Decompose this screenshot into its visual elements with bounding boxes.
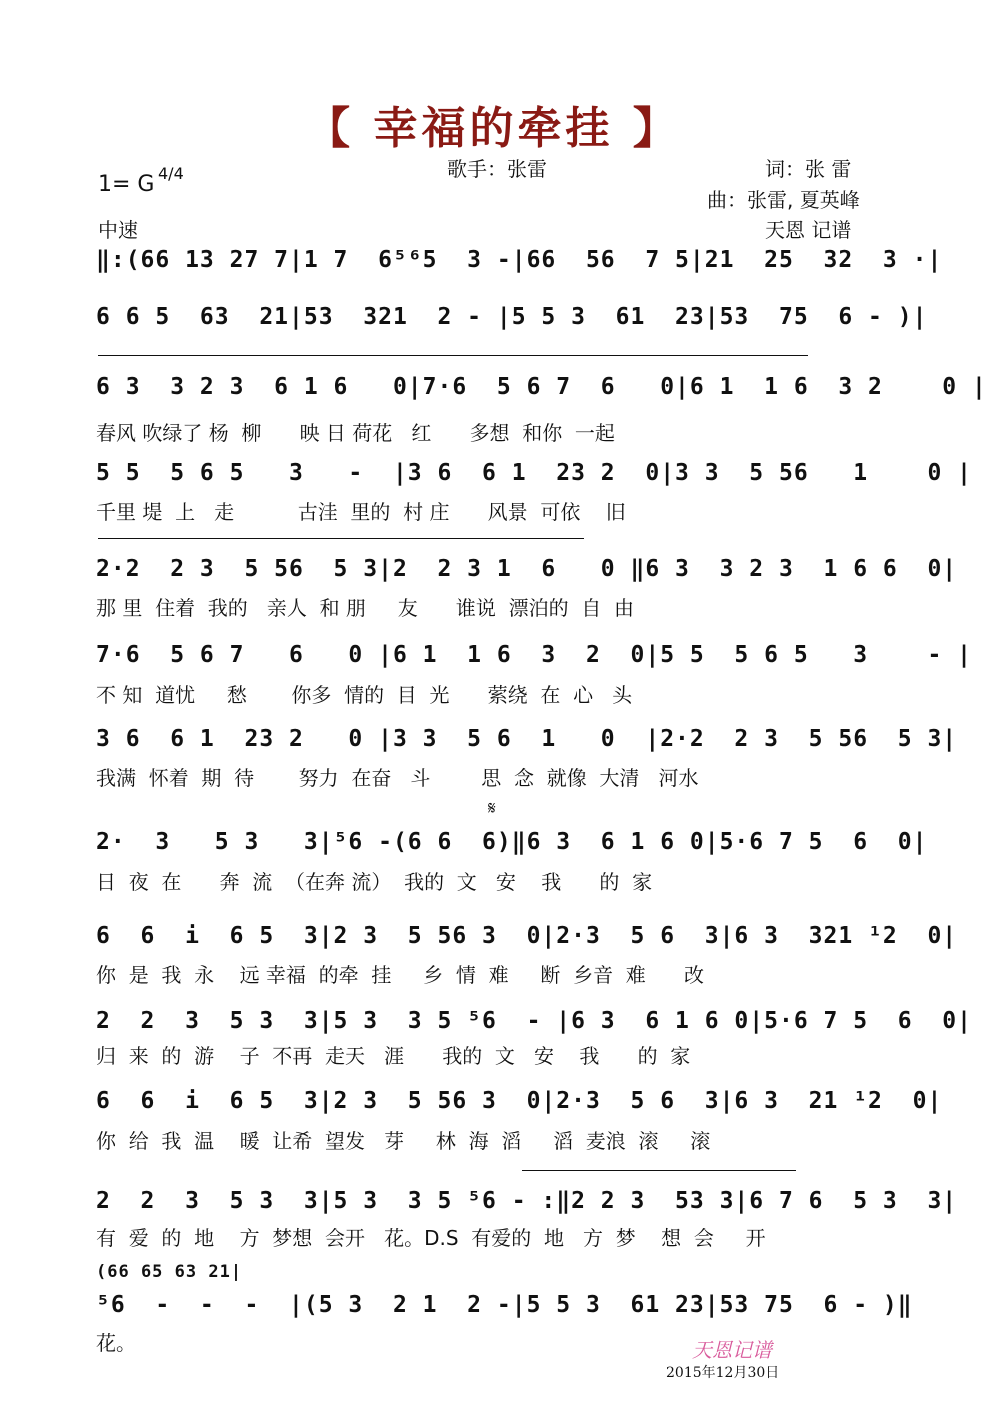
- notation-line: 7·6 5 6 7 6 0 |6 1 1 6 3 2 0|5 5 5 6 5 3 - |: [96, 642, 972, 668]
- lyric-line: 日 夜 在 奔 流 （在奔 流） 我的 文 安 我 的 家: [96, 870, 653, 894]
- volta-bracket: [98, 355, 808, 356]
- lyric-line: 归 来 的 游 子 不再 走天 涯 我的 文 安 我 的 家: [96, 1044, 691, 1068]
- lyric-line: 有 爱 的 地 方 梦想 会开 花。D.S 有爱的 地 方 梦 想 会 开: [96, 1226, 766, 1250]
- notation-line: 2·2 2 3 5 56 5 3|2 2 3 1 6 0 ‖6 3 3 2 3 1 6 6 0|: [96, 556, 958, 582]
- notation-line: 6 3 3 2 3 6 1 6 0|7·6 5 6 7 6 0|6 1 1 6 3 2 0 |: [96, 374, 987, 400]
- notation-line: 6 6 i 6 5 3|2 3 5 56 3 0|2·3 5 6 3|6 3 321 ¹2 0|: [96, 923, 958, 949]
- watermark-signature: 天恩记谱: [692, 1338, 772, 1362]
- notation-line: 5 5 5 6 5 3 - |3 6 6 1 23 2 0|3 3 5 56 1 0 |: [96, 460, 972, 486]
- time-signature-value: 4/4: [158, 164, 184, 183]
- lyricist-credit: 词：张 雷: [765, 157, 852, 181]
- lyric-line: 春风 吹绿了 杨 柳 映 日 荷花 红 多想 和你 一起: [96, 421, 615, 445]
- transcriber-credit: 天恩 记谱: [765, 218, 852, 242]
- volta-bracket: [98, 538, 584, 539]
- notation-line: 2 2 3 5 3 3|5 3 3 5 ⁵6 - |6 3 6 1 6 0|5·6 7 5 6 0|: [96, 1008, 972, 1034]
- notation-line: 2 2 3 5 3 3|5 3 3 5 ⁵6 - :‖2 2 3 53 3|6 7 6 5 3 3|: [96, 1188, 958, 1214]
- notation-line: 6 6 i 6 5 3|2 3 5 56 3 0|2·3 5 6 3|6 3 21 ¹2 0|: [96, 1088, 943, 1114]
- composer-credit: 曲：张雷, 夏英峰: [707, 188, 860, 212]
- lyric-line: 花。: [96, 1331, 136, 1355]
- time-signature: [158, 166, 184, 181]
- song-title: 【 幸福的牵挂 】: [306, 103, 681, 154]
- transcription-date: 2015年12月30日: [666, 1365, 780, 1381]
- notation-line: ⁵6 - - - |(5 3 2 1 2 -|5 5 3 61 23|53 75 6 - )‖: [96, 1292, 913, 1318]
- lyric-line: 你 是 我 永 远 幸福 的牵 挂 乡 情 难 断 乡音 难 改: [96, 963, 704, 987]
- volta-bracket: [522, 1170, 796, 1171]
- notation-line: 6 6 5 63 21|53 321 2 - |5 5 3 61 23|53 75 6 - )|: [96, 304, 928, 330]
- notation-line: 2· 3 5 3 3|⁵6 -(6 6 6)‖6 3 6 1 6 0|5·6 7 5 6 0|: [96, 829, 928, 855]
- notation-line: 3 6 6 1 23 2 0 |3 3 5 6 1 0 |2·2 2 3 5 56 5 3|: [96, 726, 958, 752]
- key-signature: 1= G: [98, 172, 155, 197]
- lyric-line: 千里 堤 上 走 古洼 里的 村 庄 风景 可依 旧: [96, 500, 626, 524]
- notation-line: ‖:(66 13 27 7|1 7 6⁵⁶5 3 -|66 56 7 5|21 25 32 3 ·|: [96, 247, 943, 273]
- singer-credit: 歌手：张雷: [447, 157, 547, 181]
- lyric-line: 那 里 住着 我的 亲人 和 朋 友 谁说 漂泊的 自 由: [96, 596, 635, 620]
- lyric-line: 不 知 道忧 愁 你多 情的 目 光 萦绕 在 心 头: [96, 683, 633, 707]
- coda-intro-notation: (66 65 63 21|: [96, 1262, 243, 1282]
- lyric-line: 你 给 我 温 暖 让希 望发 芽 林 海 滔 滔 麦浪 滚 滚: [96, 1129, 711, 1153]
- lyric-line: 我满 怀着 期 待 努力 在奋 斗 思 念 就像 大清 河水: [96, 766, 699, 790]
- tempo-marking: 中速: [98, 218, 138, 242]
- segno-sign: 𝄋: [488, 798, 496, 819]
